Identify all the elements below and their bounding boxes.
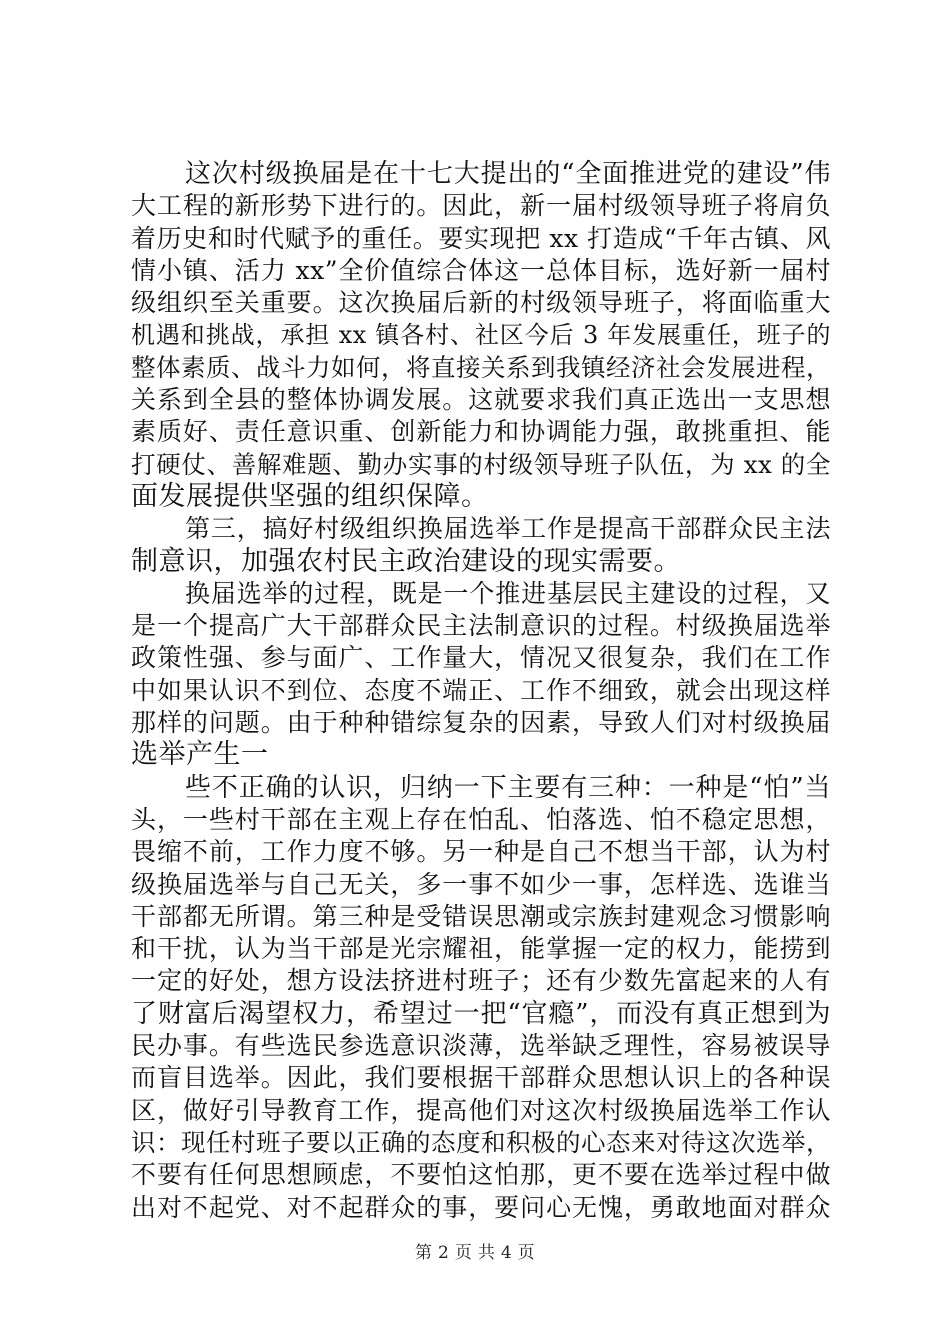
text-line: 了财富后渴望权力，希望过一把“官瘾”，而没有真正想到为 (131, 998, 831, 1029)
text-line: 畏缩不前，工作力度不够。另一种是自己不想当干部，认为村 (131, 837, 831, 867)
document-body (131, 158, 831, 1224)
text-line: 第三，搞好村级组织换届选举工作是提高干部群众民主法 (185, 514, 831, 544)
text-line: 机遇和挑战，承担 xx 镇各村、社区今后 3 年发展重任，班子的 (131, 321, 831, 350)
paragraph (131, 158, 831, 513)
text-line: 大工程的新形势下进行的。因此，新一届村级领导班子将肩负 (131, 191, 831, 221)
text-line: 出对不起党、对不起群众的事，要问心无愧，勇敢地面对群众 (131, 1192, 831, 1222)
text-line: 而盲目选举。因此，我们要根据干部群众思想认识上的各种误 (131, 1063, 831, 1093)
text-line: 政策性强、参与面广、工作量大，情况又很复杂，我们在工作 (131, 643, 831, 673)
text-line: 级组织至关重要。这次换届后新的村级领导班子，将面临重大 (131, 288, 831, 318)
paragraph (131, 772, 831, 1224)
text-line: 整体素质、战斗力如何，将直接关系到我镇经济社会发展进程， (131, 352, 831, 382)
paragraph (131, 513, 831, 578)
text-line: 和干扰，认为当干部是光宗耀祖，能掌握一定的权力，能捞到 (131, 934, 831, 964)
text-line: 是一个提高广大干部群众民主法制意识的过程。村级换届选举 (131, 611, 831, 641)
text-line: 中如果认识不到位、态度不端正、工作不细致，就会出现这样 (131, 675, 831, 705)
text-line: 选举产生一 (131, 739, 269, 771)
text-line: 着历史和时代赋予的重任。要实现把 xx 打造成“千年古镇、风 (131, 223, 831, 253)
text-line: 民办事。有些选民参选意识淡薄，选举缺乏理性，容易被误导 (131, 1031, 831, 1061)
text-line: 关系到全县的整体协调发展。这就要求我们真正选出一支思想 (131, 385, 831, 415)
text-line: 不要有任何思想顾虑，不要怕这怕那，更不要在选举过程中做 (131, 1160, 831, 1190)
text-line: 打硬仗、善解难题、勤办实事的村级领导班子队伍，为 xx 的全 (131, 449, 831, 479)
text-line: 区，做好引导教育工作，提高他们对这次村级换届选举工作认 (131, 1095, 831, 1125)
text-line: 一定的好处，想方设法挤进村班子；还有少数先富起来的人有 (131, 966, 831, 996)
text-line: 情小镇、活力 xx”全价值综合体这一总体目标，选好新一届村 (131, 255, 831, 285)
text-line: 素质好、责任意识重、创新能力和协调能力强，敢挑重担、能 (131, 417, 831, 447)
text-line: 换届选举的过程，既是一个推进基层民主建设的过程，又 (185, 578, 831, 608)
text-line: 干部都无所谓。第三种是受错误思潮或宗族封建观念习惯影响 (131, 901, 831, 931)
text-line: 面发展提供坚强的组织保障。 (131, 480, 489, 512)
text-line: 头，一些村干部在主观上存在怕乱、怕落选、怕不稳定思想， (131, 804, 831, 834)
text-line: 那样的问题。由于种种错综复杂的因素，导致人们对村级换届 (131, 708, 831, 738)
text-line: 些不正确的认识，归纳一下主要有三种：一种是“怕”当 (185, 772, 831, 803)
text-line: 级换届选举与自己无关，多一事不如少一事，怎样选、选谁当 (131, 869, 831, 899)
text-line: 这次村级换届是在十七大提出的“全面推进党的建设”伟 (185, 159, 831, 189)
text-line: 制意识，加强农村民主政治建设的现实需要。 (131, 545, 681, 577)
text-line: 识：现任村班子要以正确的态度和积极的心态来对待这次选举， (131, 1127, 831, 1157)
paragraph (131, 578, 831, 772)
page-number: 第 2 页 共 4 页 (415, 1243, 535, 1263)
